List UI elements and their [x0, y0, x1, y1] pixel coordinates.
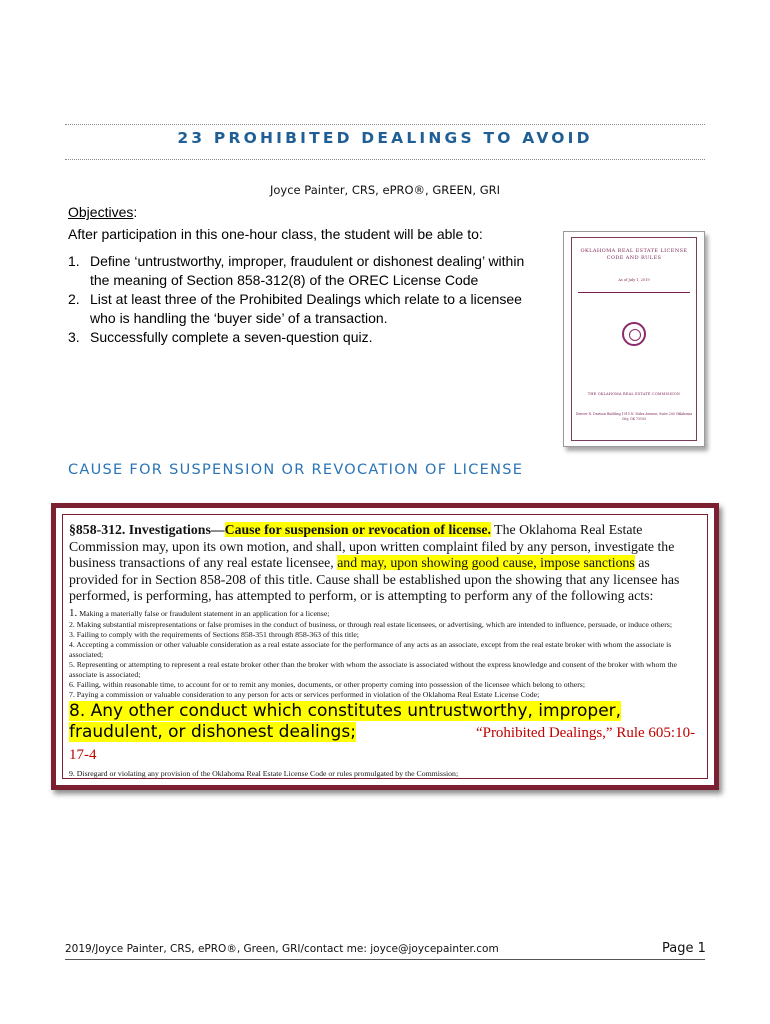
license-code-cover-image — [563, 231, 705, 447]
sanctions-highlight: and may, upon showing good cause, impose sanctions — [337, 555, 635, 571]
objective-text: List at least three of the Prohibited Dealings which relate to a licensee who is handling the ‘buyer side’ of a transaction. — [90, 291, 522, 326]
statute-text-b: as provided for in Section 858-208 of this title. Cause shall be established upon the showing that any licensee has performed, is performing, has attempted to perform, or is attempting to perform any of the following acts: — [69, 555, 680, 604]
objective-item — [68, 328, 538, 347]
page-title: 23 PROHIBITED DEALINGS TO AVOID — [177, 129, 593, 147]
objectives-heading — [68, 204, 137, 220]
title-top-rule — [65, 124, 705, 125]
statute-item-5: 5. Representing or attempting to represent a real estate broker other than the broker with whom the associate is associated without the express knowledge and consent of the broker with whom the associate is associated; — [69, 659, 677, 679]
statute-paragraph — [69, 522, 697, 605]
cover-divider — [578, 292, 690, 293]
cause-highlight: Cause for suspension or revocation of license. — [224, 522, 491, 537]
statute-item-9: 9. Disregard or violating any provision of the Oklahoma Real Estate License Code or rules promulgated by the Commission; — [69, 768, 459, 778]
page-number: Page 1 — [662, 941, 706, 956]
statute-item-6: 6. Failing, within reasonable time, to account for or to remit any monies, documents, or other property coming into possession of the licensee which belong to others; — [69, 679, 585, 689]
objective-text: Define ‘untrustworthy, improper, fraudulent or dishonest dealing’ within the meaning of Section 858-312(8) of the OREC License Code — [90, 253, 525, 288]
objectives-heading-colon: : — [133, 204, 138, 220]
cover-title: OKLAHOMA REAL ESTATE LICENSE CODE AND RULES — [580, 248, 688, 261]
statute-item-1-text: Making a materially false or fraudulent statement in an application for a license; — [77, 608, 330, 618]
cover-commission: THE OKLAHOMA REAL ESTATE COMMISSION — [587, 392, 681, 396]
title-bottom-rule — [65, 159, 705, 160]
objective-number: 3. — [68, 329, 80, 345]
statute-text-a: The Oklahoma Real Estate Commission may, upon its own motion, and shall, upon written complaint filed by any person, investigate the business transactions of any real estate licensee, — [69, 522, 675, 571]
statute-item-2: 2. Making substantial misrepresentations or false promises in the conduct of business, or through real estate licensees, or advertising, which are intended to influence, persuade, or induce others; — [69, 619, 673, 629]
objective-item — [68, 290, 538, 328]
cover-address: Denver N. Davison Building 1915 N. Stiles Avenue, Suite 200 Oklahoma City, OK 73105 — [575, 412, 693, 421]
objectives-list — [68, 252, 538, 347]
rule-reference: “Prohibited Dealings,” Rule 605:10-17-4 — [69, 724, 696, 763]
statute-item-1-number: 1. — [69, 606, 78, 619]
section-heading: CAUSE FOR SUSPENSION OR REVOCATION OF LICENSE — [68, 462, 524, 478]
statute-section-number: §858-312. Investigations— — [69, 522, 225, 537]
objective-item — [68, 252, 538, 290]
footer-contact: 2019/Joyce Painter, CRS, ePRO®, Green, GRI/contact me: joyce@joycepainter.com — [65, 943, 499, 955]
cover-date: As of July 1, 2019 — [618, 278, 650, 282]
objectives-intro: After participation in this one-hour class, the student will be able to: — [68, 226, 483, 242]
state-seal-icon — [622, 322, 646, 346]
objectives-heading-label: Objectives — [68, 204, 134, 220]
objective-number: 2. — [68, 291, 80, 307]
statute-text — [69, 522, 697, 779]
cover-frame — [571, 237, 697, 441]
statute-item-7: 7. Paying a commission or valuable consideration to any person for acts or services performed in violation of the Oklahoma Real Estate License Code; — [69, 689, 540, 699]
objective-text: Successfully complete a seven-question quiz. — [90, 329, 373, 345]
statute-item-1 — [69, 607, 697, 620]
statute-item-4: 4. Accepting a commission or other valuable consideration as a real estate associate for the performance of any acts as an associate, except from the real estate broker with whom the associate is associated; — [69, 639, 672, 659]
statute-item-8 — [69, 701, 697, 766]
item-8-highlight: 8. Any other conduct which constitutes untrustworthy, improper, fraudulent, or dishonest dealings; — [69, 700, 622, 742]
footer-rule — [65, 959, 705, 960]
objective-number: 1. — [68, 253, 80, 269]
statute-item-3: 3. Failing to comply with the requirements of Sections 858-351 through 858-363 of this title; — [69, 629, 359, 639]
author-line: Joyce Painter, CRS, ePRO®, GREEN, GRI — [270, 183, 500, 197]
